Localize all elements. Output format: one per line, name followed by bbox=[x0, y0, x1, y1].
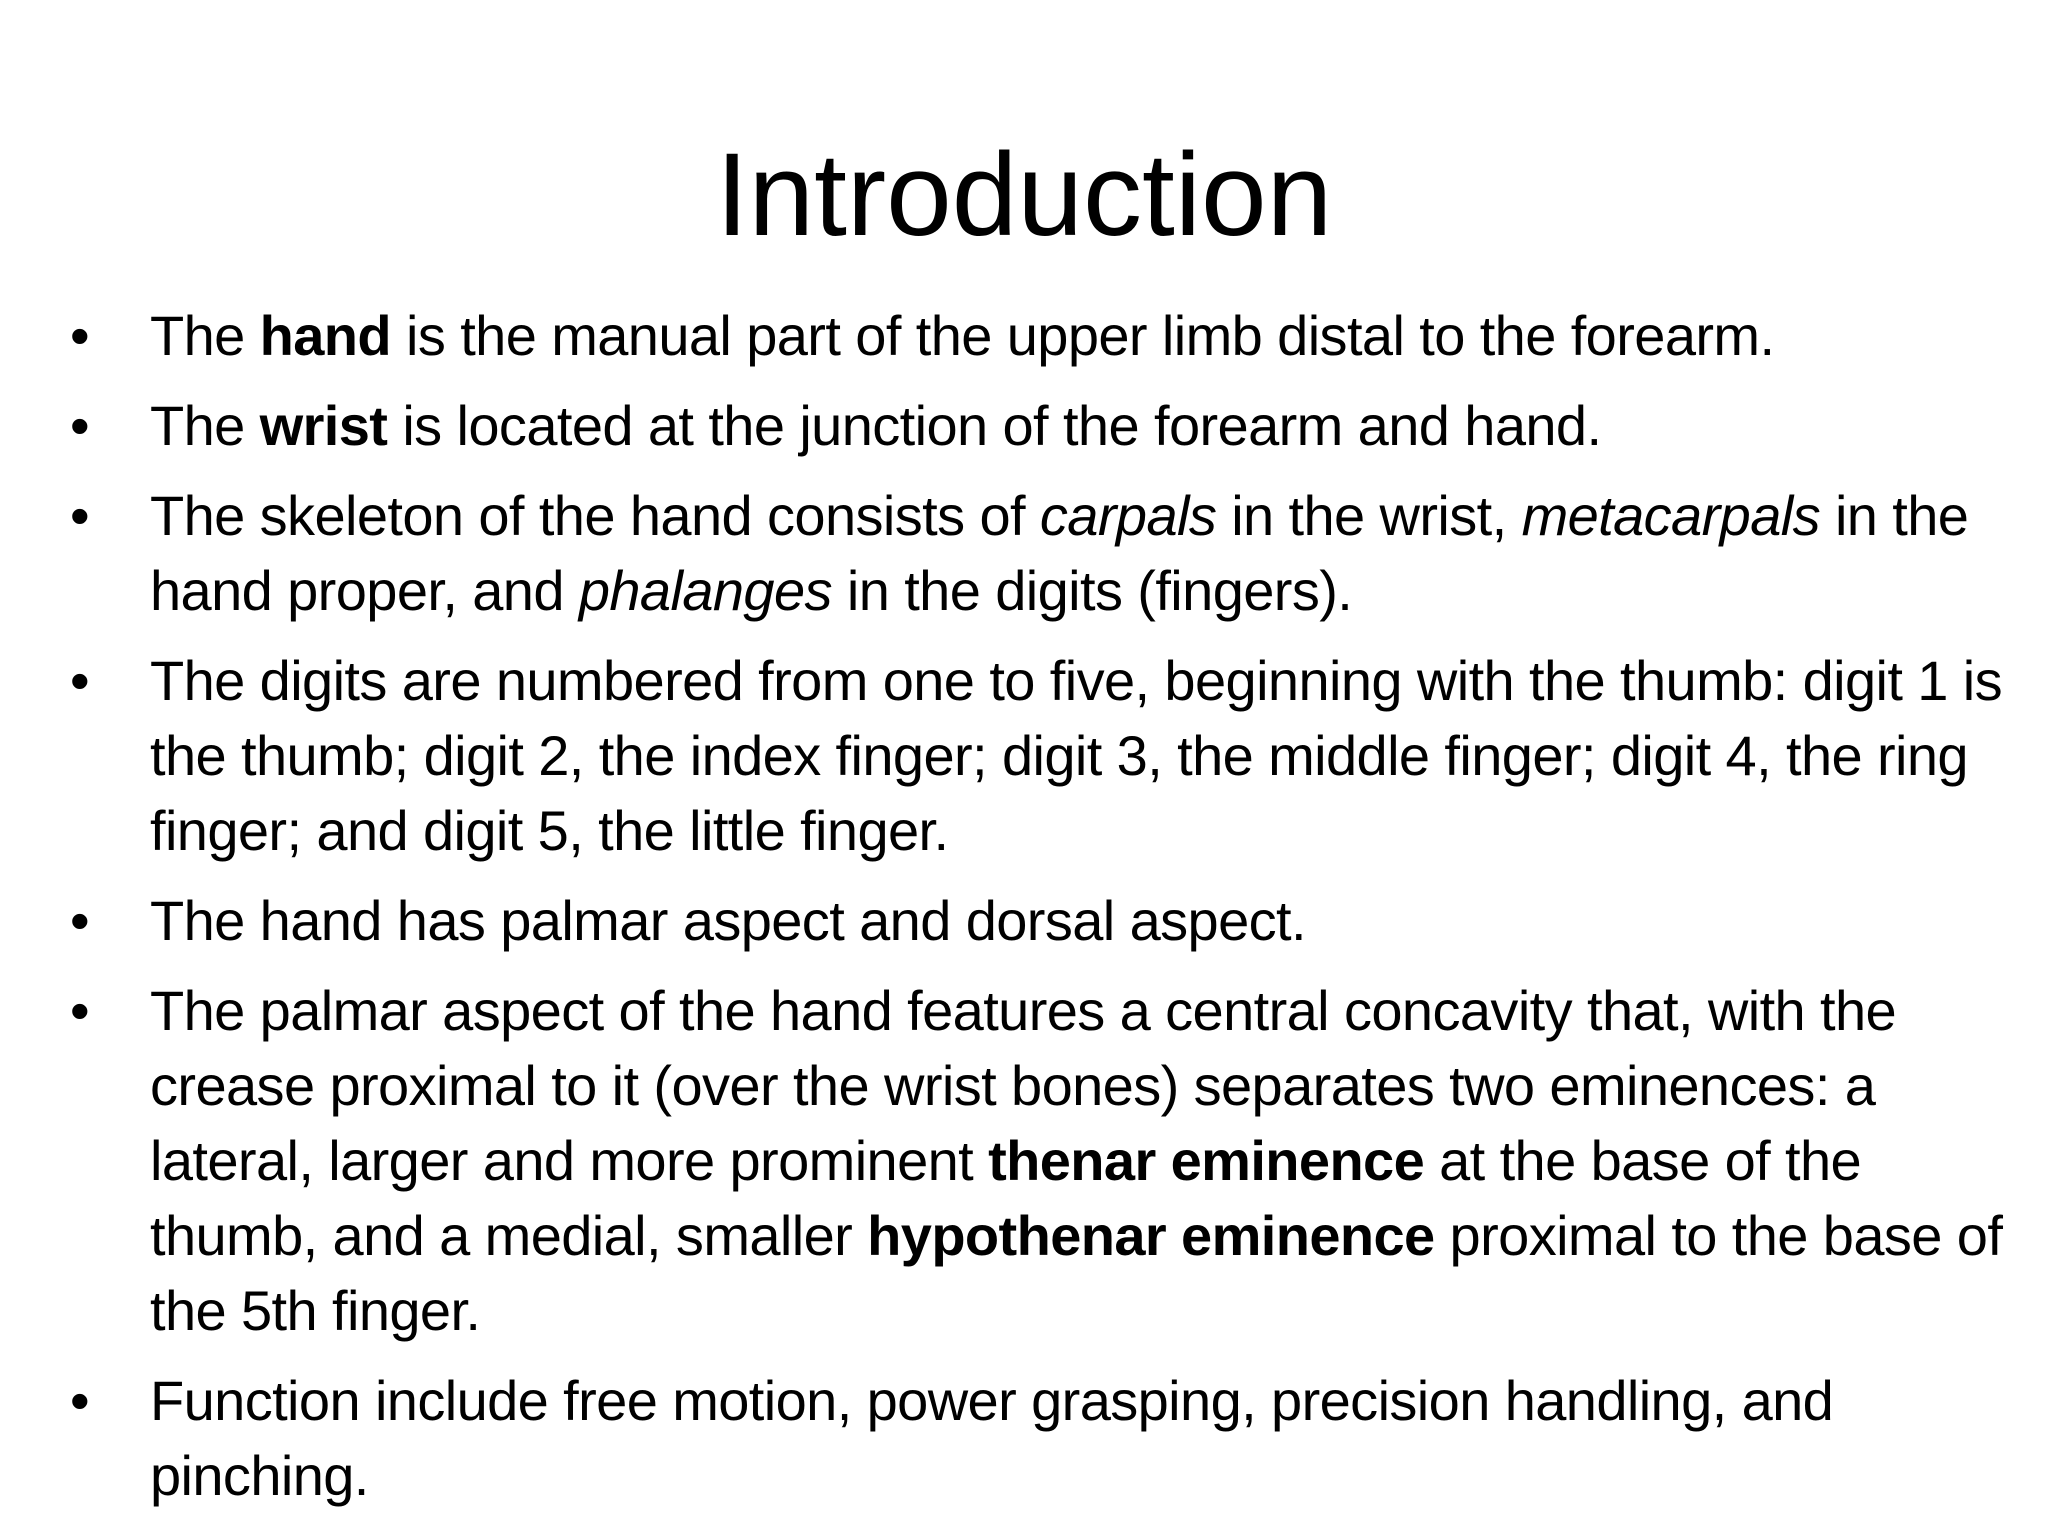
bullet-item bbox=[70, 1363, 2020, 1513]
slide-title: Introduction bbox=[715, 129, 1333, 261]
bullet-text: The wrist is located at the junction of the forearm and hand. bbox=[150, 394, 1602, 457]
bullet-icon: • bbox=[70, 394, 90, 457]
bullet-item bbox=[70, 388, 2020, 463]
bullet-icon: • bbox=[70, 979, 90, 1042]
bullet-text: The hand has palmar aspect and dorsal aspect. bbox=[150, 889, 1306, 952]
bullet-text: The hand is the manual part of the upper limb distal to the forearm. bbox=[150, 304, 1775, 367]
bullet-text: Function include free motion, power grasping, precision handling, and pinching. bbox=[150, 1369, 1834, 1507]
bullet-icon: • bbox=[70, 889, 90, 952]
bullet-item bbox=[70, 883, 2020, 958]
bullet-item bbox=[70, 478, 2020, 628]
bullet-text: The palmar aspect of the hand features a central concavity that, with the crease proximal to it (over the wrist bones) separates two eminences: a lateral, larger and more prominent thenar eminence at the base of the thumb, and a medial, smaller hypothenar eminence proximal to the base of the 5th finger. bbox=[150, 979, 2003, 1342]
bullet-item bbox=[70, 298, 2020, 373]
bullet-item bbox=[70, 973, 2020, 1348]
bullet-icon: • bbox=[70, 1369, 90, 1432]
bullet-icon: • bbox=[70, 304, 90, 367]
bullet-text: The digits are numbered from one to five, beginning with the thumb: digit 1 is the thumb; digit 2, the index finger; digit 3, the middle finger; digit 4, the ring finger; and digit 5, the little finger. bbox=[150, 649, 2003, 862]
bullet-list bbox=[70, 298, 2020, 1528]
bullet-text: The skeleton of the hand consists of carpals in the wrist, metacarpals in the hand proper, and phalanges in the digits (fingers). bbox=[150, 484, 1969, 622]
bullet-icon: • bbox=[70, 649, 90, 712]
bullet-icon: • bbox=[70, 484, 90, 547]
bullet-item bbox=[70, 643, 2020, 868]
